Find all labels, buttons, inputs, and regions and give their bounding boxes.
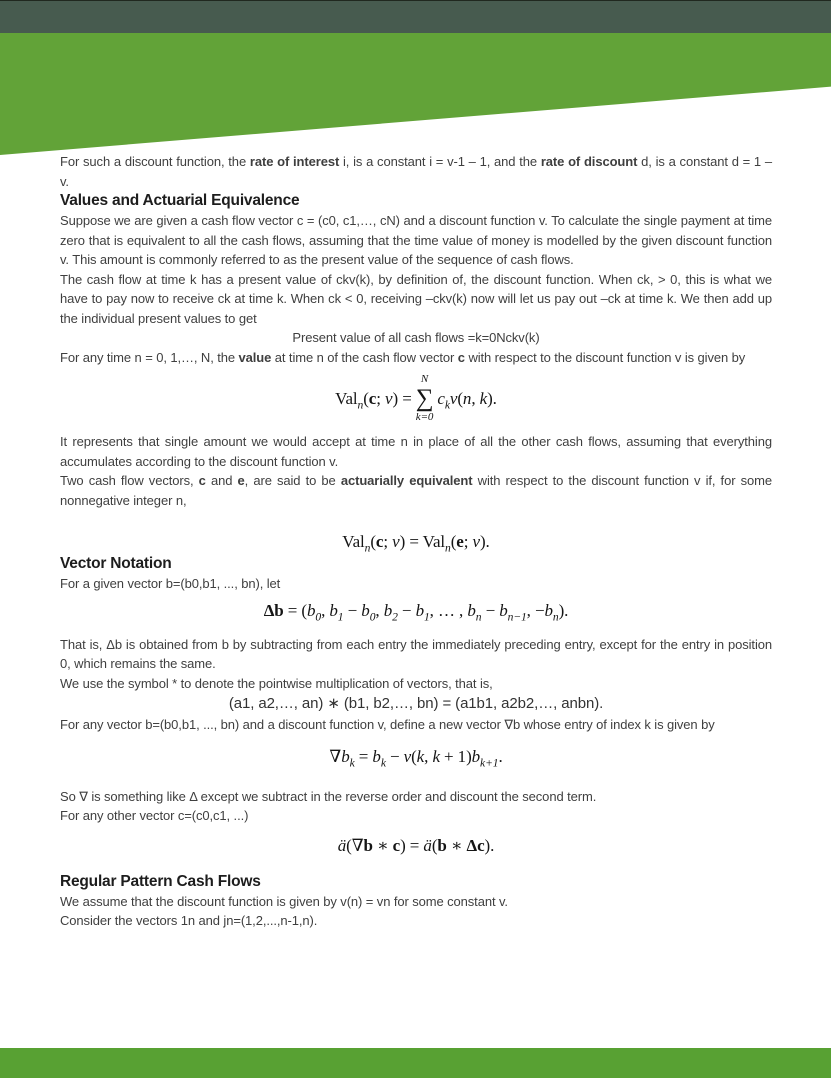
formula-value-definition-sum <box>60 373 772 424</box>
paragraph-cash-flow-present-value: The cash flow at time k has a present value of ckv(k), by definition of, the discount function. When ck, > 0, this is what we have to pay now to receive ck at time k. When ck < 0, receiving –ckv(k) now will let us pay out –ck at time k. We then add up the individual present values to get <box>60 271 772 326</box>
formula-nabla-b-definition: $\nabla b_k = b_k - v(k$, $k + 1)b_{k+1}$. <box>329 746 503 770</box>
equation-pointwise-multiplication: (a1, a2,…, an) ∗ (b1, b2,…, bn) = (a1b1, a2b2,…, anbn). <box>228 695 604 713</box>
paragraph-for-any-vector-nabla: For any vector b=(b0,b1, ..., bn) and a discount function v, define a new vector ∇b whose entry of index k is given by <box>60 717 715 733</box>
paragraph-for-any-time-n: For any time n = 0, 1,…, N, the value at time n of the cash flow vector c with respect to the discount function v is given by <box>60 349 746 365</box>
header-dark-bar <box>0 0 831 34</box>
paragraph-we-use-the-symbol: We use the symbol * to denote the pointwise multiplication of vectors, that is, <box>60 675 493 691</box>
formula-delta-b-definition: $\Delta b = (b_0$, $b_1 - b_0$, $b_2 - b_1$, … , $b_n - b_{n-1}$, $-b_n$). <box>263 600 569 624</box>
sigma-icon: ∑ <box>415 385 434 413</box>
summation-upper-limit: N <box>420 373 429 385</box>
section-heading-regular-pattern-cash-flows: Regular Pattern Cash Flows <box>60 872 261 890</box>
paragraph-we-assume-discount-function: We assume that the discount function is given by v(n) = vn for some constant v. <box>60 893 508 909</box>
paragraph-consider-the-vectors: Consider the vectors 1n and jn=(1,2,...,n-1,n). <box>60 913 318 929</box>
intro-paragraph: For such a discount function, the rate of interest i, is a constant i = v-1 – 1, and the rate of discount d, is a constant d = 1 – v. <box>60 154 772 189</box>
paragraph-that-is-delta-b: That is, Δb is obtained from b by subtracting from each entry the immediately preceding entry, except for the entry in position 0, which remains the same. <box>60 636 772 672</box>
paragraph-two-cash-flow-vectors: Two cash flow vectors, c and e, are said to be actuarially equivalent with respect to the discount function v if, for some nonnegative integer n, <box>60 473 772 508</box>
paragraph-suppose-cash-flow-vector: Suppose we are given a cash flow vector c = (c0, c1,…, cN) and a discount function v. To calculate the single payment at time zero that is equivalent to all the cash flows, assuming that the time value of money is modelled by the given discount function v. This amount is commonly referred to as the present value of the sequence of cash flows. <box>60 213 772 267</box>
formula-right-part: $c_kv(n$, k). <box>437 388 497 412</box>
formula-left-part: Val$_n$(c; v) = <box>335 388 412 412</box>
summation-symbol <box>416 373 434 424</box>
summation-lower-limit: k=0 <box>415 411 434 424</box>
paragraph-for-a-given-vector: For a given vector b=(b0,b1, ..., bn), let <box>60 576 281 592</box>
line-present-value-of-all-cash-flows: Present value of all cash flows =k=0Nckv(k) <box>292 330 540 345</box>
formula-annuity-identity: ä(∇b ∗ c) = ä(b ∗ Δc). <box>337 835 495 855</box>
paragraph-it-represents: It represents that single amount we would accept at time n in place of all the other cash flows, assuming that everything accumulates according to the discount function v. <box>60 434 772 469</box>
formula-actuarial-equivalence: Val$_n$(c; v) = Val$_n$(e; v). <box>342 532 490 555</box>
paragraph-so-nabla: So ∇ is something like Δ except we subtract in the reverse order and discount the second term. <box>60 788 597 804</box>
paragraph-for-any-other-vector: For any other vector c=(c0,c1, ...) <box>60 808 249 824</box>
header-green-diagonal-band <box>0 33 831 155</box>
footer-green-bar <box>0 1048 831 1078</box>
page-content <box>60 152 772 931</box>
section-heading-values-and-actuarial-equivalence: Values and Actuarial Equivalence <box>60 192 300 209</box>
section-heading-vector-notation: Vector Notation <box>60 555 172 573</box>
